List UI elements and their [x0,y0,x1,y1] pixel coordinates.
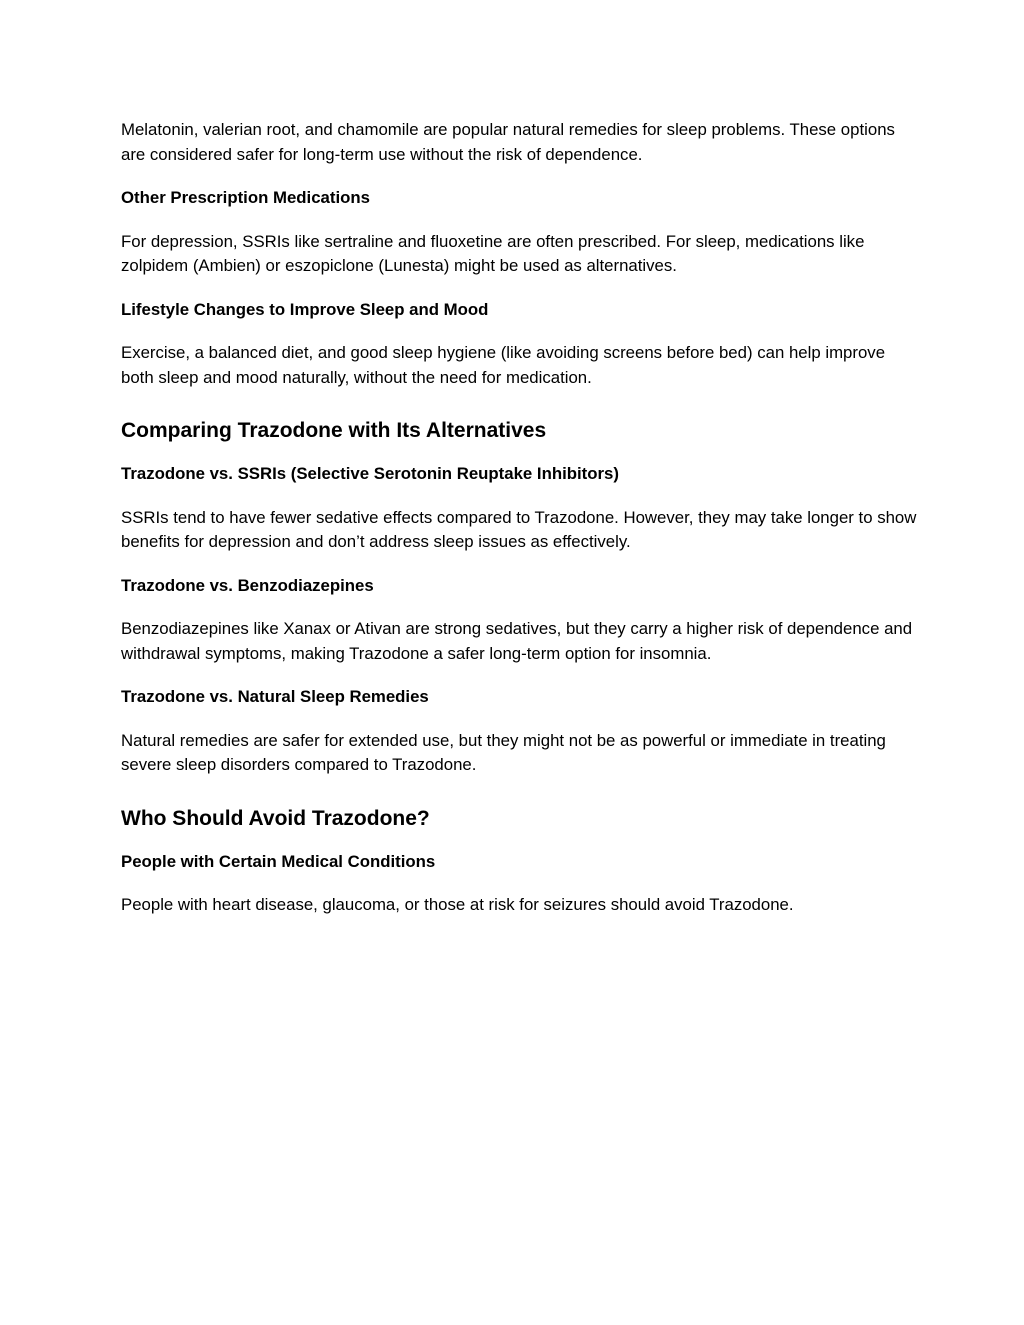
heading-trazodone-vs-natural-remedies: Trazodone vs. Natural Sleep Remedies [121,687,429,706]
heading-who-should-avoid: Who Should Avoid Trazodone? [121,806,430,830]
heading-comparing-trazodone: Comparing Trazodone with Its Alternatives [121,419,547,442]
paragraph-lifestyle-changes: Exercise, a balanced diet, and good sleep hygiene (like avoiding screens before bed) can help improve both sleep and mood naturally, without the need for medication. [121,343,886,387]
heading-lifestyle-changes: Lifestyle Changes to Improve Sleep and Mood [121,299,489,319]
heading-trazodone-vs-ssris: Trazodone vs. SSRIs (Selective Serotonin Reuptake Inhibitors) [121,464,619,483]
heading-other-prescription-medications: Other Prescription Medications [121,188,370,207]
document-page [121,118,921,937]
paragraph-medical-conditions: People with heart disease, glaucoma, or those at risk for seizures should avoid Trazodone. [121,895,794,914]
paragraph-trazodone-vs-ssris: SSRIs tend to have fewer sedative effects compared to Trazodone. However, they may take longer to show benefits for depression and don’t address sleep issues as effectively. [121,507,917,551]
paragraph-trazodone-vs-benzodiazepines: Benzodiazepines like Xanax or Ativan are strong sedatives, but they carry a higher risk of dependence and withdrawal symptoms, making Trazodone a safer long-term option for insomnia. [121,619,913,663]
paragraph-trazodone-vs-natural-remedies: Natural remedies are safer for extended use, but they might not be as powerful or immediate in treating severe sleep disorders compared to Trazodone. [121,730,886,774]
heading-trazodone-vs-benzodiazepines: Trazodone vs. Benzodiazepines [121,575,374,595]
paragraph-natural-remedies: Melatonin, valerian root, and chamomile are popular natural remedies for sleep problems. These options are considered safer for long-term use without the risk of dependence. [121,120,895,164]
paragraph-other-prescriptions: For depression, SSRIs like sertraline and fluoxetine are often prescribed. For sleep, medications like zolpidem (Ambien) or eszopiclone (Lunesta) might be used as alternatives. [121,231,865,275]
heading-medical-conditions: People with Certain Medical Conditions [121,851,436,871]
